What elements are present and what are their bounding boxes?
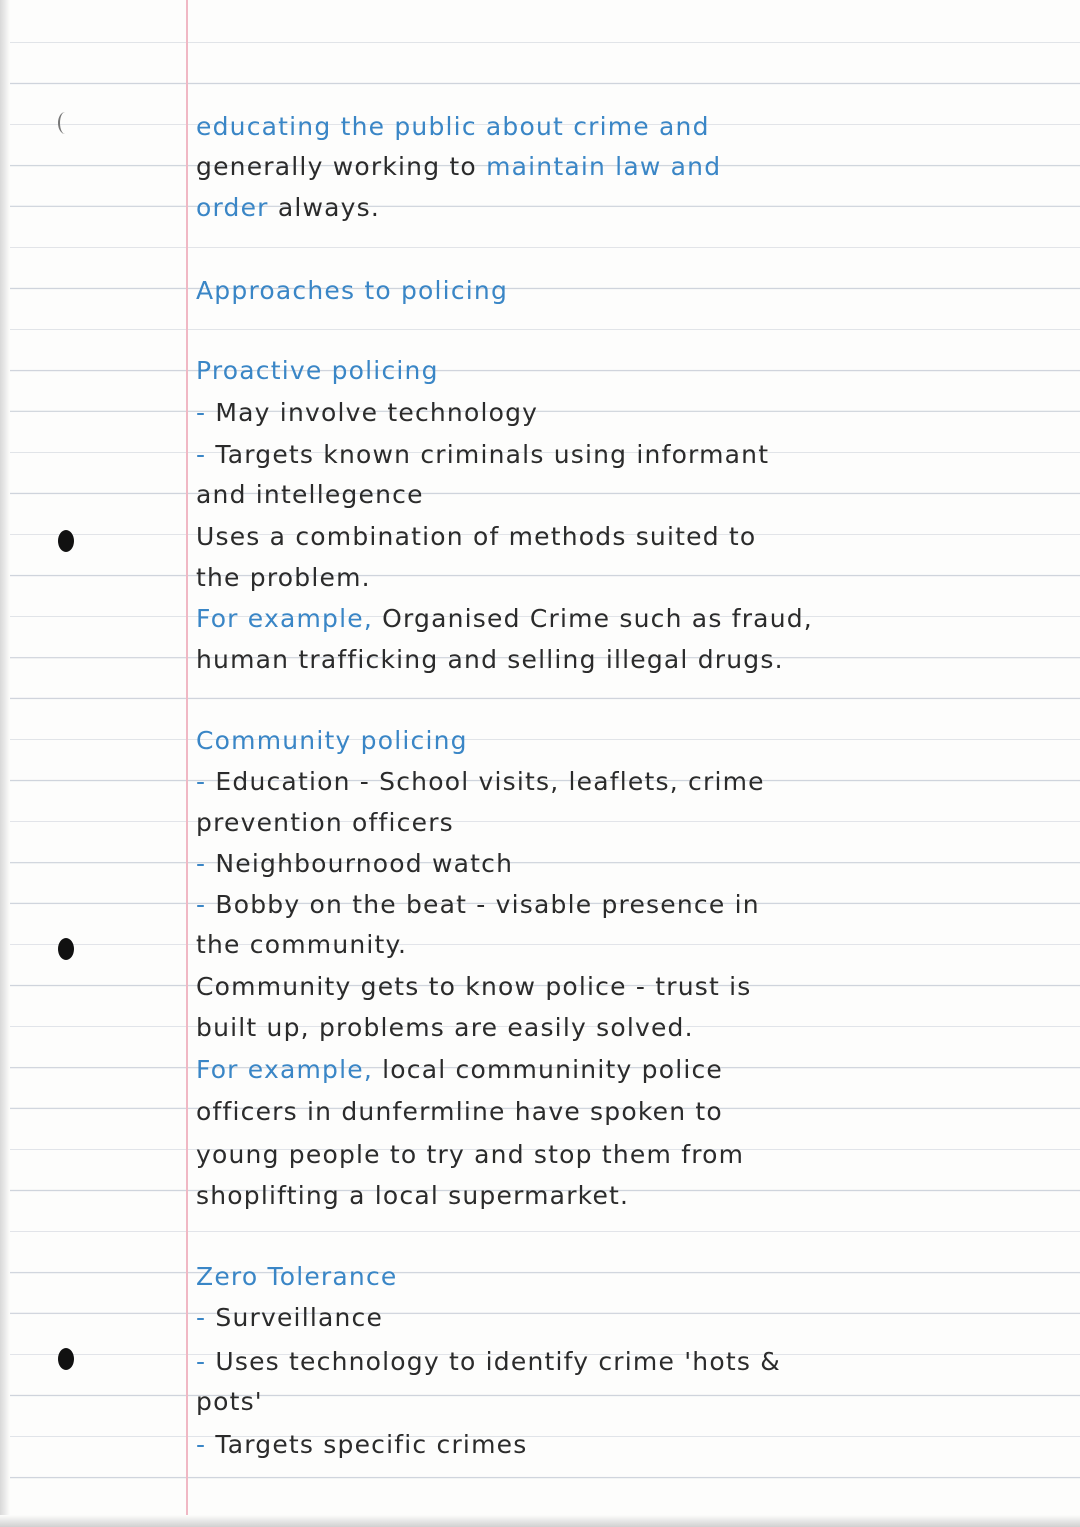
punch-hole <box>58 112 72 134</box>
note-line: human trafficking and selling illegal drugs. <box>196 645 784 674</box>
note-line: prevention officers <box>196 808 454 837</box>
note-text: educating the public about crime and <box>196 112 710 141</box>
list-item: - Neighbournood watch <box>196 849 514 878</box>
note-line: young people to try and stop them from <box>196 1140 745 1169</box>
note-text-highlight: maintain law and <box>486 152 722 181</box>
note-line: the community. <box>196 930 408 959</box>
proactive-title: Proactive policing <box>196 356 439 385</box>
community-title: Community policing <box>196 726 468 755</box>
page-bottom-edge <box>0 1515 1080 1527</box>
note-line <box>196 112 710 142</box>
note-line: pots' <box>196 1387 263 1416</box>
example-line: For example, local communinity police <box>196 1055 724 1084</box>
page-edge <box>0 0 10 1527</box>
note-text: generally working to <box>196 152 487 181</box>
note-line: and intellegence <box>196 480 424 509</box>
list-item: - May involve technology <box>196 398 539 427</box>
section-heading: Approaches to policing <box>196 276 509 305</box>
example-line: For example, Organised Crime such as fraud, <box>196 604 813 633</box>
margin-line <box>186 0 188 1527</box>
note-line <box>196 193 380 223</box>
note-line: the problem. <box>196 563 371 592</box>
note-text-highlight: order <box>196 193 269 222</box>
note-line: Uses a combination of methods suited to <box>196 522 757 551</box>
punch-hole <box>58 530 74 552</box>
list-item: - Targets specific crimes <box>196 1430 528 1459</box>
note-line: Community gets to know police - trust is <box>196 972 752 1001</box>
note-line: officers in dunfermline have spoken to <box>196 1097 723 1126</box>
list-item: - Targets known criminals using informant <box>196 440 770 469</box>
zero-tolerance-title: Zero Tolerance <box>196 1262 398 1291</box>
punch-hole <box>58 938 74 960</box>
list-item: - Surveillance <box>196 1303 384 1332</box>
note-line: shoplifting a local supermarket. <box>196 1181 630 1210</box>
list-item: - Bobby on the beat - visable presence in <box>196 890 760 919</box>
note-line: built up, problems are easily solved. <box>196 1013 694 1042</box>
note-line <box>196 152 721 182</box>
punch-hole <box>58 1348 74 1370</box>
list-item: - Uses technology to identify crime 'hots & <box>196 1347 781 1376</box>
note-text: always. <box>268 193 381 222</box>
list-item: - Education - School visits, leaflets, crime <box>196 767 765 796</box>
